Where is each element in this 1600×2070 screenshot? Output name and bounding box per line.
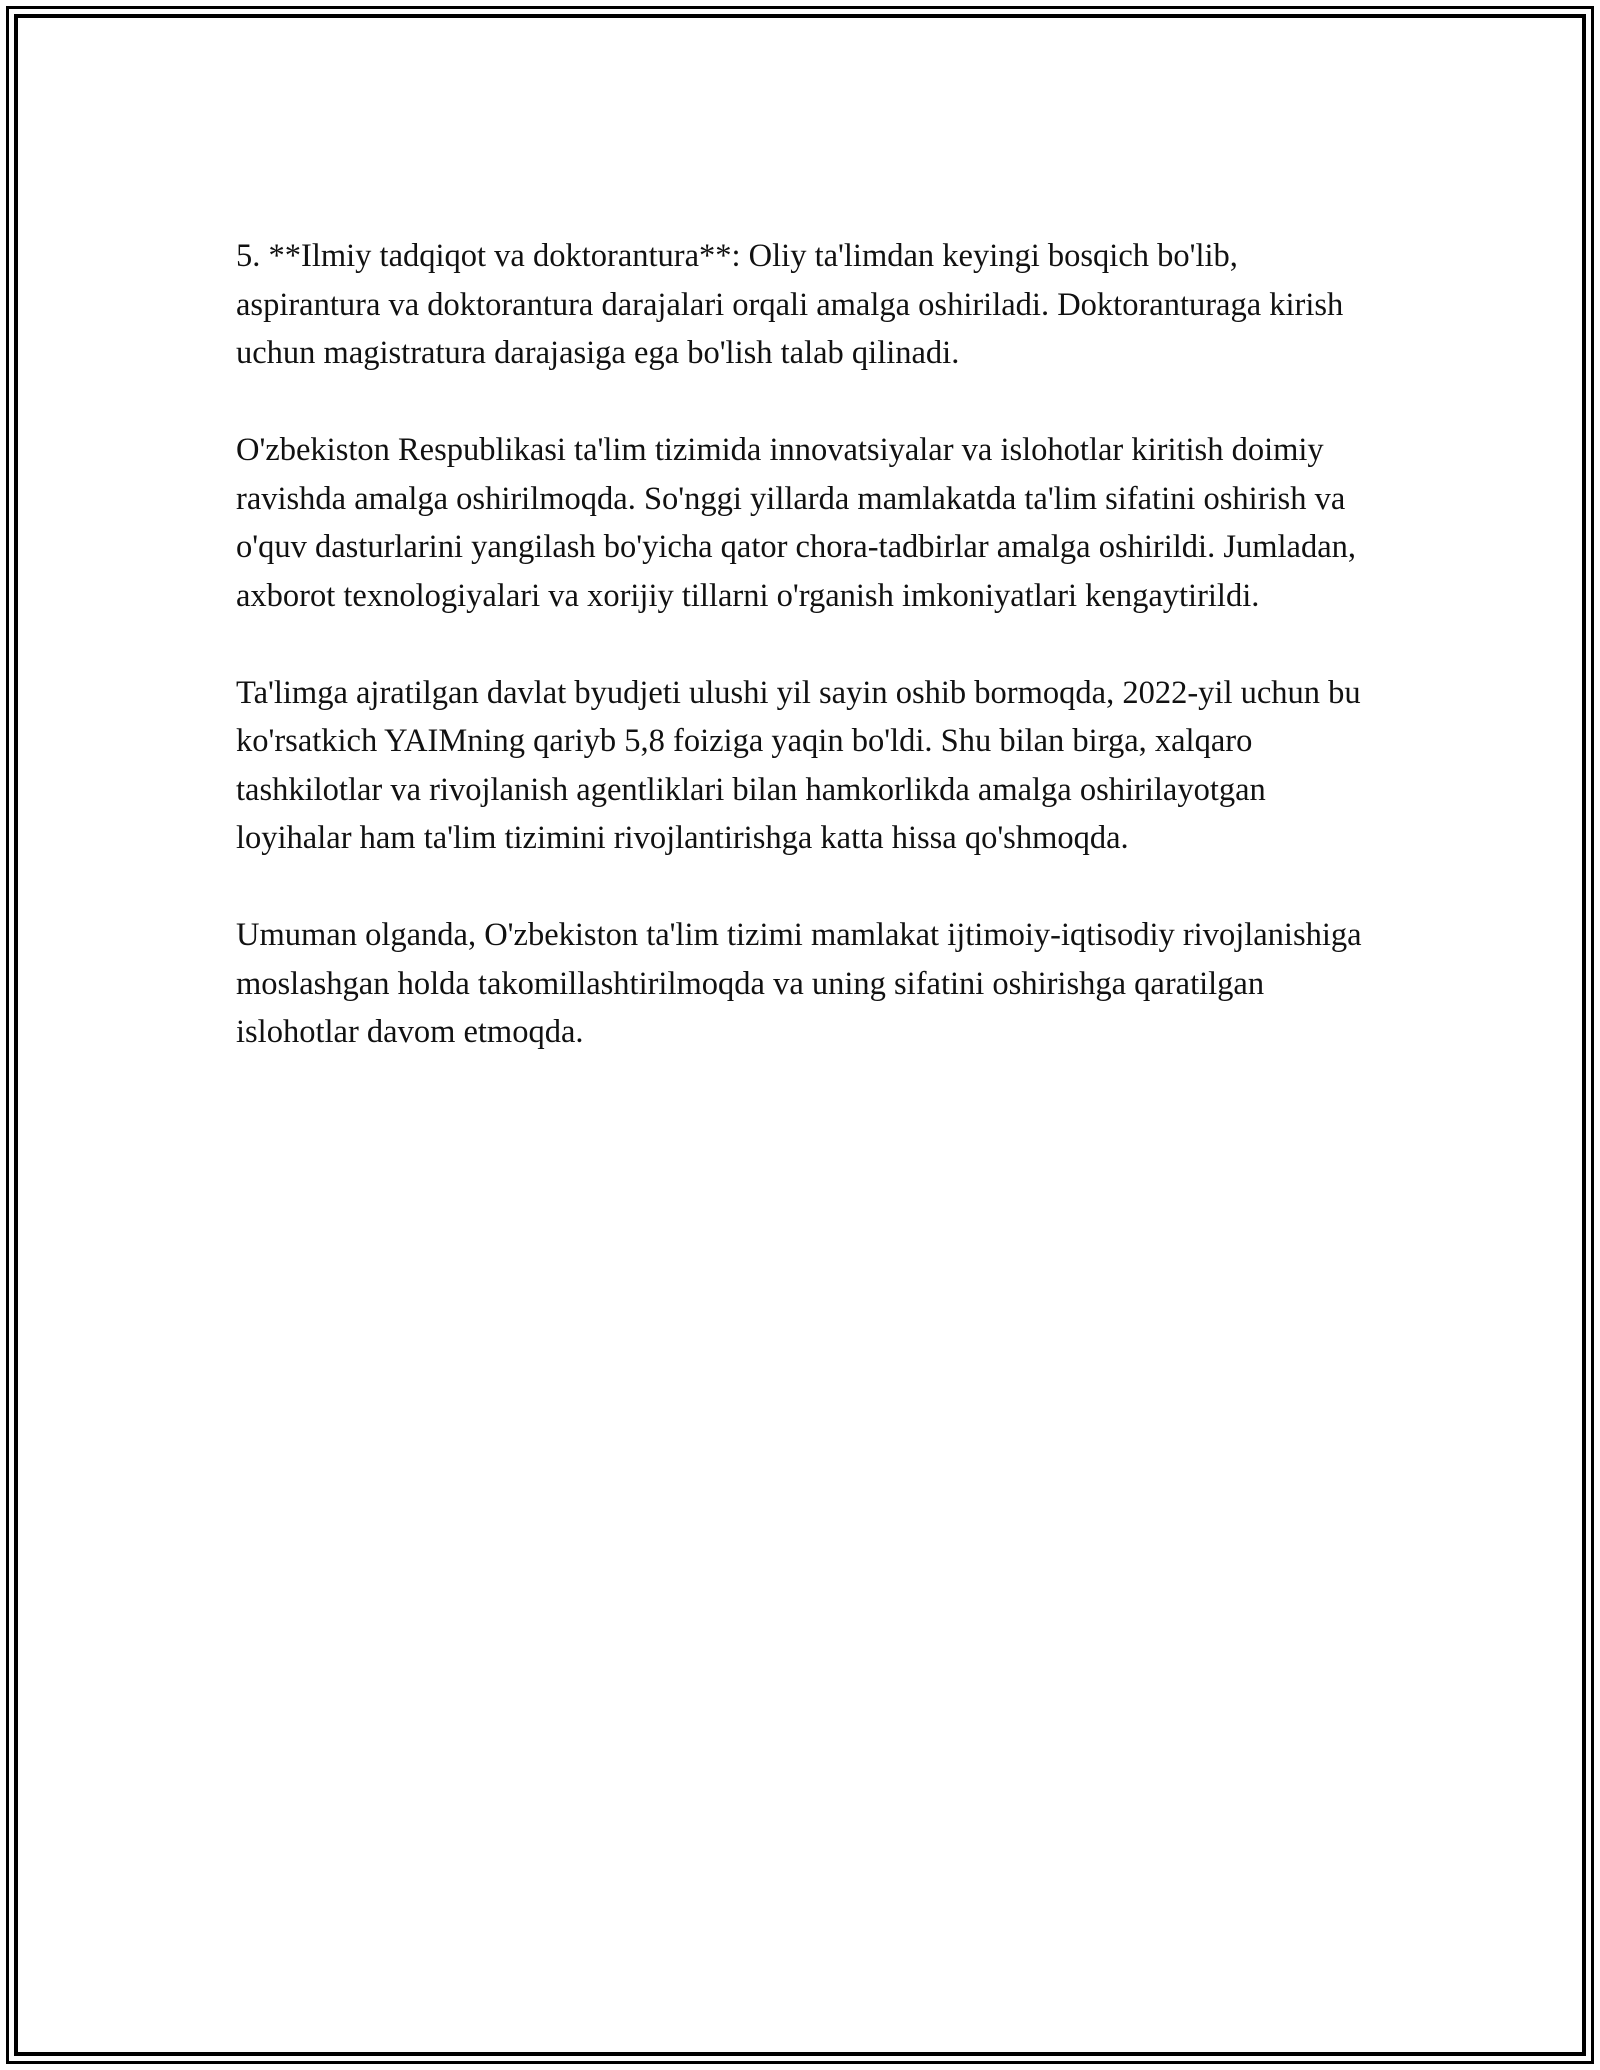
paragraph-research-doctorate: 5. **Ilmiy tadqiqot va doktorantura**: Oliy ta'limdan keyingi bosqich bo'lib, aspirantura va doktorantura darajalari orqali amalga oshiriladi. Doktoranturaga kirish uchun magistratura darajasiga ega bo'lish talab qilinadi.	[236, 238, 1344, 371]
paragraph-conclusion: Umuman olganda, O'zbekiston ta'lim tizimi mamlakat ijtimoiy-iqtisodiy rivojlanishiga moslashgan holda takomillashtirilmoqda va uning sifatini oshirishga qaratilgan islohotlar davom etmoqda.	[236, 917, 1362, 1050]
document-body	[236, 232, 1386, 1105]
paragraph-innovations-reforms: O'zbekiston Respublikasi ta'lim tizimida innovatsiyalar va islohotlar kiritish doimiy ravishda amalga oshirilmoqda. So'nggi yillarda mamlakatda ta'lim sifatini oshirish va o'quv dasturlarini yangilash bo'yicha qator chora-tadbirlar amalga oshirildi. Jumladan, axborot texnologiyalari va xorijiy tillarni o'rganish imkoniyatlari kengaytirildi.	[236, 432, 1356, 614]
paragraph-education-budget: Ta'limga ajratilgan davlat byudjeti ulushi yil sayin oshib bormoqda, 2022-yil uchun bu ko'rsatkich YAIMning qariyb 5,8 foiziga yaqin bo'ldi. Shu bilan birga, xalqaro tashkilotlar va rivojlanish agentliklari bilan hamkorlikda amalga oshirilayotgan loyihalar ham ta'lim tizimini rivojlantirishga katta hissa qo'shmoqda.	[236, 674, 1361, 856]
